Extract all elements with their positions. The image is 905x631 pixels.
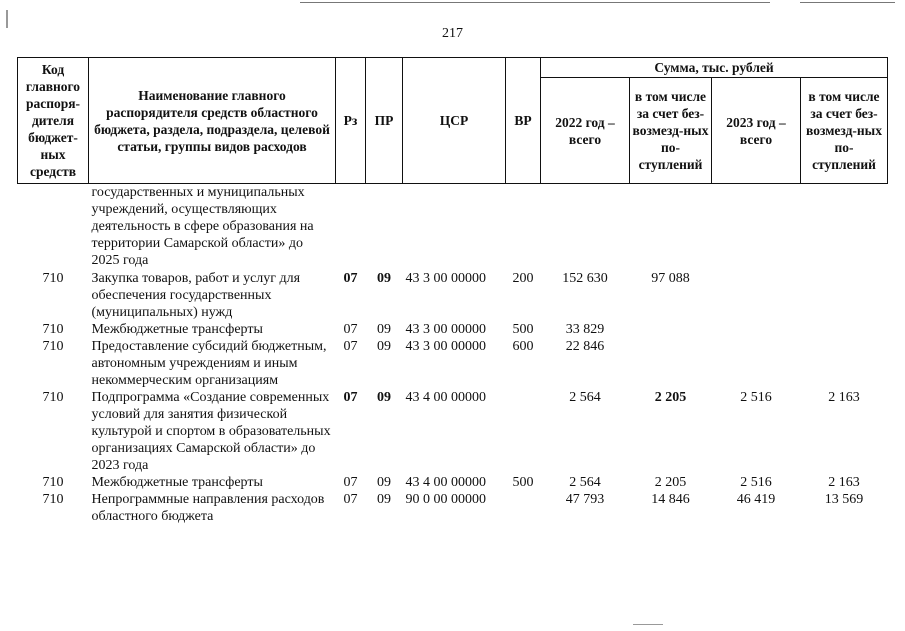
cell-free-2023: 2 163: [828, 474, 860, 490]
cell-vr: 600: [512, 338, 534, 354]
header-total-2023: 2023 год – всего: [712, 78, 801, 184]
cell-csr: 43 4 00 00000: [405, 389, 486, 405]
cell-name: Закупка товаров, работ и услуг для обеспечения государственных (муниципальных) нужд: [91, 270, 301, 320]
cell-free-2022: [630, 184, 712, 270]
page-number: 217: [442, 26, 463, 41]
cell-free-2022: [630, 321, 712, 338]
cell-total-2022: 22 846: [565, 338, 605, 354]
cell-pr: [366, 184, 403, 270]
cell-total-2023: [712, 270, 801, 321]
cell-total-2023: [712, 321, 801, 338]
scan-top-rule-right: [800, 2, 895, 3]
header-csr: ЦСР: [403, 58, 506, 184]
cell-csr: [403, 184, 506, 270]
cell-total-2022: [541, 184, 630, 270]
cell-rz: 07: [343, 474, 358, 490]
cell-csr: 43 4 00 00000: [405, 474, 486, 490]
cell-total-2022: 2 564: [569, 474, 601, 490]
cell-code: 710: [42, 474, 64, 490]
header-code: Код главного распоря-дителя бюджет-ных средств: [18, 58, 89, 184]
table-row: [18, 474, 888, 491]
cell-free-2023: [801, 184, 888, 270]
cell-pr: 09: [377, 270, 391, 286]
cell-code: 710: [42, 321, 64, 337]
cell-csr: 43 3 00 00000: [405, 338, 486, 354]
header-free-2022: в том числе за счет без-возмезд-ных по-ступлений: [630, 78, 712, 184]
cell-free-2022: 2 205: [654, 389, 687, 405]
scan-speck: [633, 624, 663, 625]
cell-free-2023: 13 569: [824, 491, 864, 507]
cell-free-2023: 2 163: [828, 389, 860, 405]
table-header: [18, 58, 888, 184]
cell-name: Подпрограмма «Создание современных условий для занятия физической культурой и спортом в образовательных организациях Самарской области» до 2023 года: [91, 389, 331, 473]
cell-free-2023: [801, 321, 888, 338]
cell-csr: 43 3 00 00000: [405, 321, 486, 337]
cell-pr: 09: [377, 338, 391, 354]
cell-rz: 07: [343, 338, 358, 354]
cell-pr: 09: [377, 491, 391, 507]
table-row: [18, 321, 888, 338]
cell-total-2022: 33 829: [565, 321, 605, 337]
cell-name: государственных и муниципальных учреждений, осуществляющих деятельность в сфере образования на территории Самарской области» до 2025 года: [91, 185, 314, 268]
cell-total-2022: 2 564: [569, 389, 601, 405]
cell-rz: 07: [343, 389, 358, 405]
cell-free-2023: [801, 270, 888, 321]
header-name: Наименование главного распорядителя средств областного бюджета, раздела, подраздела, целевой статьи, группы видов расходов: [89, 58, 336, 184]
cell-free-2023: [801, 338, 888, 389]
cell-code: [18, 184, 89, 270]
cell-total-2023: [712, 184, 801, 270]
table-row: [18, 389, 888, 474]
header-pr: ПР: [366, 58, 403, 184]
cell-total-2023: 2 516: [740, 474, 772, 490]
cell-pr: 09: [377, 321, 391, 337]
cell-total-2022: 47 793: [565, 491, 605, 507]
cell-code: 710: [42, 389, 64, 405]
table-row: [18, 338, 888, 389]
cell-rz: [336, 184, 366, 270]
cell-vr: 200: [512, 270, 534, 286]
cell-name: Межбюджетные трансферты: [91, 321, 263, 337]
table-row: [18, 184, 888, 270]
cell-free-2022: 2 205: [654, 474, 687, 490]
cell-rz: 07: [343, 270, 358, 286]
table-body: [18, 184, 888, 525]
cell-vr: 500: [512, 321, 534, 337]
cell-total-2023: 46 419: [736, 491, 776, 507]
cell-total-2022: 152 630: [562, 270, 608, 286]
budget-table: [17, 57, 888, 525]
cell-rz: 07: [343, 491, 358, 507]
cell-name: Межбюджетные трансферты: [91, 474, 263, 490]
cell-pr: 09: [377, 474, 391, 490]
cell-pr: 09: [377, 389, 391, 405]
cell-code: 710: [42, 270, 64, 286]
cell-vr: [506, 184, 541, 270]
cell-code: 710: [42, 491, 64, 507]
cell-total-2023: 2 516: [740, 389, 772, 405]
scan-top-rule: [300, 2, 770, 3]
header-vr: ВР: [506, 58, 541, 184]
cell-free-2022: 14 846: [651, 491, 690, 507]
header-rz: Рз: [336, 58, 366, 184]
header-total-2022: 2022 год – всего: [541, 78, 630, 184]
cell-free-2022: 97 088: [651, 270, 690, 286]
cell-vr: [506, 389, 541, 474]
header-sum-group: Сумма, тыс. рублей: [541, 58, 888, 78]
cell-rz: 07: [343, 321, 358, 337]
table-row: [18, 491, 888, 525]
cell-vr: [506, 491, 541, 525]
cell-total-2023: [712, 338, 801, 389]
cell-free-2022: [630, 338, 712, 389]
cell-csr: 43 3 00 00000: [405, 270, 486, 286]
cell-name: Предоставление субсидий бюджетным, автономным учреждениям и иным некоммерческим организациям: [91, 338, 327, 388]
cell-name: Непрограммные направления расходов областного бюджета: [91, 491, 325, 524]
cell-vr: 500: [512, 474, 534, 490]
table-row: [18, 270, 888, 321]
cell-csr: 90 0 00 00000: [405, 491, 486, 507]
header-free-2023: в том числе за счет без-возмезд-ных по-ступлений: [801, 78, 888, 184]
cell-code: 710: [42, 338, 64, 354]
